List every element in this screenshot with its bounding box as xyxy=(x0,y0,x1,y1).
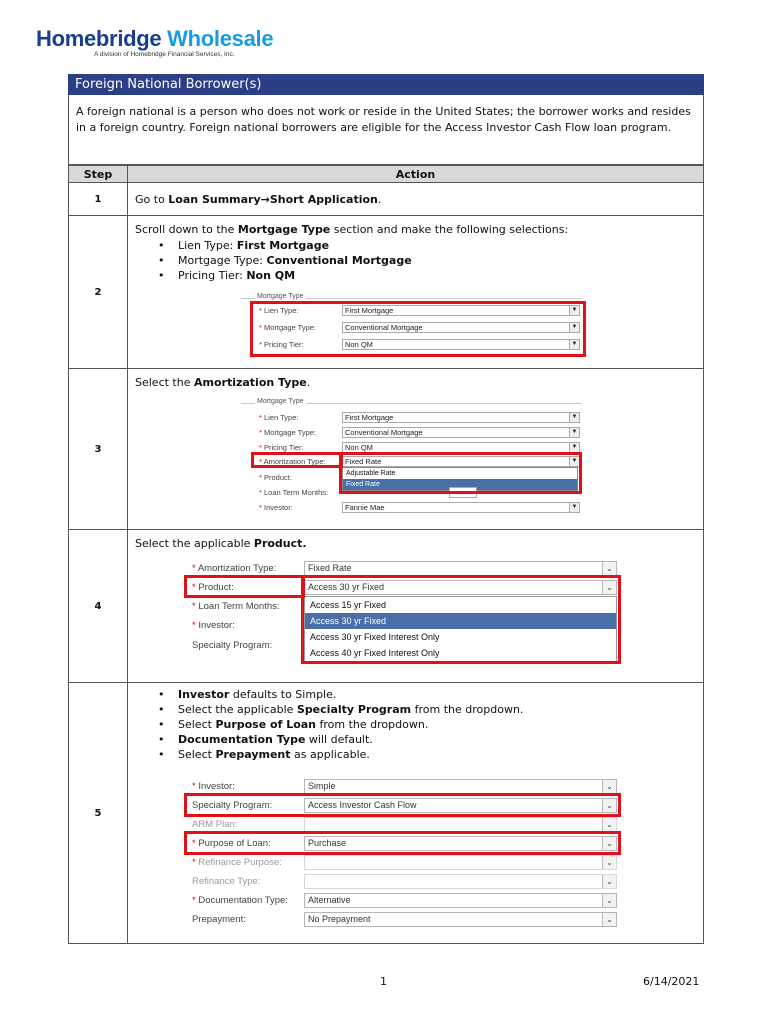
section-title: Foreign National Borrower(s) xyxy=(68,74,704,95)
chevron-down-icon: ⌄ xyxy=(602,818,616,831)
field-label: Refinance Type: xyxy=(192,876,261,887)
step-row-2 xyxy=(69,216,704,369)
field-label: * Refinance Purpose: xyxy=(192,857,282,868)
field-label: * Loan Term Months: xyxy=(192,601,280,612)
mortgage-type-select[interactable]: Conventional Mortgage ▼ xyxy=(342,427,580,438)
arrow-icon: → xyxy=(260,193,270,206)
chevron-down-icon: ⌄ xyxy=(602,837,616,850)
logo-brand-home: Homebridge xyxy=(36,26,162,51)
loan-details-screenshot xyxy=(184,776,624,933)
lien-type-select[interactable]: First Mortgage ▼ xyxy=(342,412,580,423)
highlight-box xyxy=(184,793,621,817)
arm-plan-select[interactable] xyxy=(304,817,617,832)
investor-select[interactable]: Simple ⌄ xyxy=(304,779,617,794)
refinance-purpose-select[interactable] xyxy=(304,855,617,870)
step-action: Select the applicable Product. * Amortization Type: Fixed Rate ⌄ * Product: Access 30 yr Fixed ⌄ * Loan Term Months: * Investor: Specialty Program: Access 15 yr Fixed Access 30 yr Fixed Access 30 yr Fixed Interest Only Access 40 yr Fixed Interest Only xyxy=(128,530,704,683)
chevron-down-icon: ▼ xyxy=(569,443,579,452)
field-label: * Pricing Tier: xyxy=(259,443,304,452)
purpose-of-loan-select[interactable]: Purchase ⌄ xyxy=(304,836,617,851)
step-row-4 xyxy=(69,530,704,683)
highlight-box xyxy=(339,452,582,494)
lien-type-select[interactable]: First Mortgage ▼ xyxy=(342,305,580,316)
field-label: * Lien Type: xyxy=(259,413,299,422)
highlight-box xyxy=(184,575,305,598)
chevron-down-icon: ▼ xyxy=(569,503,579,512)
selection-list xyxy=(158,238,703,283)
header-action: Action xyxy=(128,166,704,183)
highlight-box xyxy=(250,301,586,357)
step-row-1 xyxy=(69,183,704,216)
step-number: 5 xyxy=(69,683,128,944)
chevron-down-icon: ⌄ xyxy=(602,799,616,812)
chevron-down-icon: ⌄ xyxy=(602,562,616,575)
chevron-down-icon: ▼ xyxy=(569,457,579,466)
option-selected[interactable]: Fixed Rate xyxy=(343,479,577,490)
header-step: Step xyxy=(69,166,128,183)
field-label: * Product: xyxy=(192,582,234,593)
highlight-box xyxy=(301,575,621,664)
list-item: • Documentation Type will default. xyxy=(158,732,703,747)
chevron-down-icon: ⌄ xyxy=(602,894,616,907)
option-selected[interactable]: Access 30 yr Fixed xyxy=(305,613,616,629)
steps-table xyxy=(68,165,704,944)
step-number: 3 xyxy=(69,369,128,530)
intro-paragraph: A foreign national is a person who does not work or reside in the United States; the borrower works and resides in a foreign country. Foreign national borrowers are eligible for the Access Investor Cash Flow loan program. xyxy=(68,95,704,165)
mortgage-type-screenshot xyxy=(235,292,588,357)
field-label: * Pricing Tier: xyxy=(259,340,304,349)
chevron-down-icon: ⌄ xyxy=(602,913,616,926)
field-label: Specialty Program: xyxy=(192,800,273,811)
product-select[interactable]: Access 30 yr Fixed ⌄ xyxy=(304,580,617,595)
list-item: • Select Purpose of Loan from the dropdown. xyxy=(158,717,703,732)
instruction-list xyxy=(158,687,703,762)
field-label: * Amortization Type: xyxy=(192,563,277,574)
amortization-type-select[interactable]: Fixed Rate ▼ xyxy=(342,456,580,467)
refinance-type-select[interactable] xyxy=(304,874,617,889)
investor-select[interactable]: Fannie Mae ▼ xyxy=(342,502,580,513)
mortgage-type-select[interactable]: Conventional Mortgage ▼ xyxy=(342,322,580,333)
option[interactable]: Access 15 yr Fixed xyxy=(310,600,387,610)
fieldset-legend: Mortgage Type xyxy=(257,398,304,405)
chevron-down-icon: ▼ xyxy=(569,306,579,315)
step-number: 2 xyxy=(69,216,128,369)
step-action: Scroll down to the Mortgage Type section and make the following selections: • Lien Type: First Mortgage • Mortgage Type: Conventional Mortgage • Pricing Tier: Non QM Mortgage Type * Lien Type: First Mortgage ▼ * Mortgage Type: Conventional Mortgage ▼ * Pricing Tier: Non QM ▼ xyxy=(128,216,704,369)
prepayment-select[interactable]: No Prepayment ⌄ xyxy=(304,912,617,927)
chevron-down-icon: ▼ xyxy=(569,413,579,422)
list-item: • Mortgage Type: Conventional Mortgage xyxy=(158,253,703,268)
step-number: 1 xyxy=(69,183,128,216)
specialty-program-select[interactable]: Access Investor Cash Flow ⌄ xyxy=(304,798,617,813)
field-label: * Documentation Type: xyxy=(192,895,288,906)
footer-date: 6/14/2021 xyxy=(643,975,700,988)
list-item: • Pricing Tier: Non QM xyxy=(158,268,703,283)
option[interactable]: Access 30 yr Fixed Interest Only xyxy=(310,632,440,642)
amortization-screenshot xyxy=(235,397,588,521)
chevron-down-icon: ▼ xyxy=(569,428,579,437)
field-label: ARM Plan: xyxy=(192,819,238,830)
chevron-down-icon: ▼ xyxy=(569,323,579,332)
field-label: * Purpose of Loan: xyxy=(192,838,271,849)
chevron-down-icon: ⌄ xyxy=(602,780,616,793)
step-number: 4 xyxy=(69,530,128,683)
documentation-type-select[interactable]: Alternative ⌄ xyxy=(304,893,617,908)
fieldset-legend: Mortgage Type xyxy=(257,293,304,300)
field-label: * Lien Type: xyxy=(259,306,299,315)
highlight-box xyxy=(251,452,343,468)
chevron-down-icon: ⌄ xyxy=(602,875,616,888)
field-label: * Mortgage Type: xyxy=(259,428,316,437)
option[interactable]: Access 40 yr Fixed Interest Only xyxy=(310,648,440,658)
chevron-down-icon: ⌄ xyxy=(602,581,616,594)
step-row-5 xyxy=(69,683,704,944)
list-item: • Lien Type: First Mortgage xyxy=(158,238,703,253)
option[interactable]: Adjustable Rate xyxy=(346,470,396,477)
page-number: 1 xyxy=(380,975,387,988)
field-label: Prepayment: xyxy=(192,914,246,925)
field-label: * Mortgage Type: xyxy=(259,323,316,332)
field-label: * Investor: xyxy=(192,620,235,631)
step-action: Select the Amortization Type. Mortgage Type * Lien Type: First Mortgage ▼ * Mortgage Type: Conventional Mortgage ▼ * Pricing Tier: Non QM ▼ * Amortization Type: Fixed Rate ▼ Adjustable Rate Fixed Rate * Product: * Loan Term Months: * Investor: Fannie Mae ▼ xyxy=(128,369,704,530)
list-item: • Select the applicable Specialty Program from the dropdown. xyxy=(158,702,703,717)
chevron-down-icon: ⌄ xyxy=(602,856,616,869)
step-action: Go to Loan Summary→Short Application. xyxy=(128,183,704,216)
field-label: * Product: xyxy=(259,473,292,482)
field-label: * Investor: xyxy=(192,781,235,792)
list-item: • Select Prepayment as applicable. xyxy=(158,747,703,762)
field-label: Specialty Program: xyxy=(192,640,273,651)
step-row-3 xyxy=(69,369,704,530)
field-label: * Investor: xyxy=(259,503,293,512)
list-item: • Investor defaults to Simple. xyxy=(158,687,703,702)
product-screenshot xyxy=(184,558,624,670)
highlight-box xyxy=(184,831,621,855)
field-label: * Amortization Type: xyxy=(259,457,326,466)
step-action xyxy=(128,683,704,944)
field-label: * Loan Term Months: xyxy=(259,488,329,497)
company-logo xyxy=(36,26,336,58)
logo-subtitle: A division of Homebridge Financial Services, Inc. xyxy=(94,51,235,58)
pricing-tier-select[interactable]: Non QM ▼ xyxy=(342,442,580,453)
pricing-tier-select[interactable]: Non QM ▼ xyxy=(342,339,580,350)
chevron-down-icon: ▼ xyxy=(569,340,579,349)
logo-brand-wholesale: Wholesale xyxy=(167,26,274,51)
table-header-row xyxy=(69,166,704,183)
amortization-type-select[interactable]: Fixed Rate ⌄ xyxy=(304,561,617,576)
